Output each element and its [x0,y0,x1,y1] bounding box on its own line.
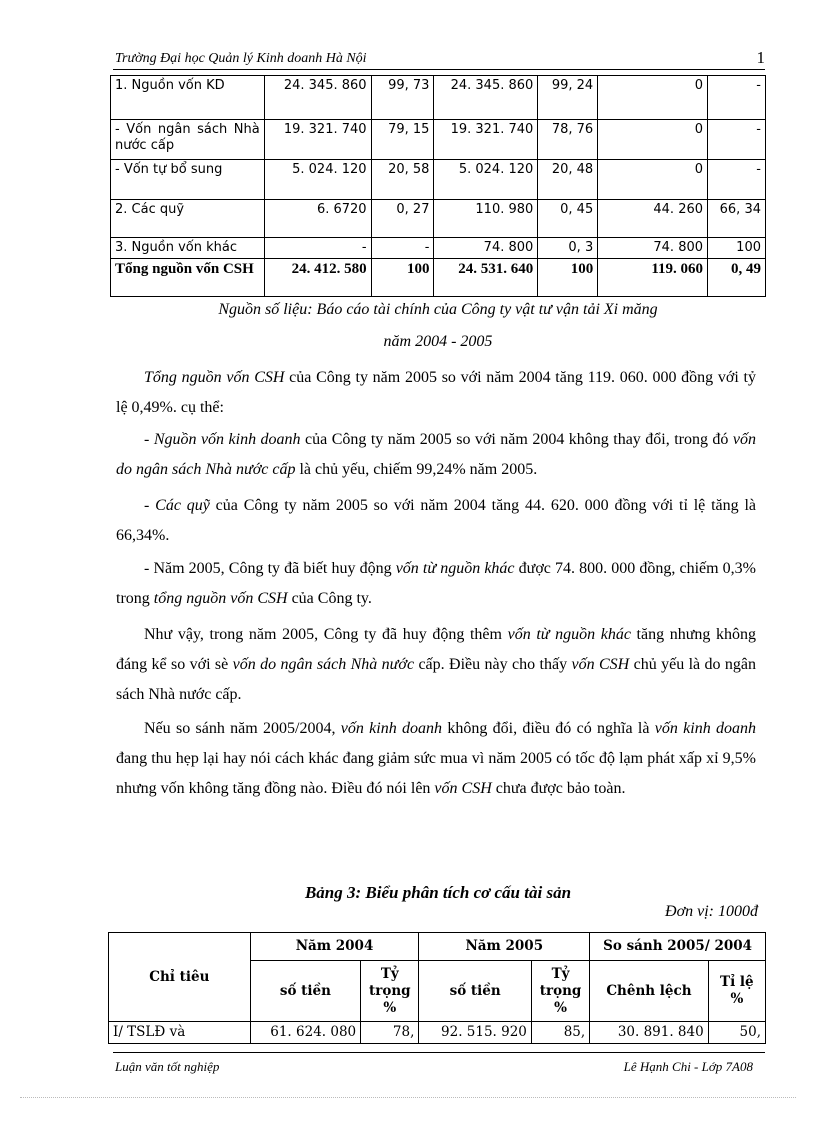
cell: - [708,76,766,120]
footer-right: Lê Hạnh Chi - Lớp 7A08 [623,1059,753,1074]
cell: - [708,120,766,160]
table-row [111,120,766,160]
header-tytrong-2005: Tỷ trọng % [531,961,589,1022]
cell: 0, 27 [371,200,434,238]
cell: 5. 024. 120 [434,160,538,200]
cell: 100 [708,238,766,259]
cell: 85, [531,1022,589,1044]
row-label: - Vốn tự bổ sung [111,160,265,200]
cell: 20, 58 [371,160,434,200]
row-label: 2. Các quỹ [111,200,265,238]
cell: 74. 800 [434,238,538,259]
header-2005: Năm 2005 [419,933,590,961]
cell: 110. 980 [434,200,538,238]
cell: 30. 891. 840 [590,1022,709,1044]
cell: 100 [538,259,598,297]
source-note-years: năm 2004 - 2005 [383,333,493,350]
cell: 92. 515. 920 [419,1022,532,1044]
header-tile: Tỉ lệ % [708,961,765,1022]
header-tytrong-2004: Tỷ trọng % [361,961,419,1022]
cell: 0 [598,120,708,160]
paragraph: - Năm 2005, Công ty đã biết huy động vốn từ nguồn khác được 74. 800. 000 đồng, chiếm 0,3% trong tổng nguồn vốn CSH của Công ty. [116,560,757,607]
header-chenhlech: Chênh lệch [590,961,709,1022]
cell: - [371,238,434,259]
cell: 50, [708,1022,765,1044]
page-header [113,48,765,70]
cell: 20, 48 [538,160,598,200]
page-footer [113,1052,765,1074]
cell: 119. 060 [598,259,708,297]
cell: 99, 73 [371,76,434,120]
cell: 6. 6720 [264,200,371,238]
cell: 79, 15 [371,120,434,160]
table-row [111,76,766,120]
table-caption: Bảng 3: Biểu phân tích cơ cấu tài sản [304,883,572,902]
header-2004: Năm 2004 [250,933,419,961]
footer-left: Luận văn tốt nghiệp [115,1059,220,1074]
cell: 19. 321. 740 [434,120,538,160]
page-bottom-divider [20,1097,796,1098]
paragraph: - Nguồn vốn kinh doanh của Công ty năm 2005 so với năm 2004 không thay đổi, trong đó vốn do ngân sách Nhà nước cấp là chủ yếu, chiếm 99,24% năm 2005. [116,431,757,478]
header-chitieu: Chỉ tiêu [109,933,251,1022]
cell: - [708,160,766,200]
cell: 24. 412. 580 [264,259,371,297]
paragraph: Nếu so sánh năm 2005/2004, vốn kinh doanh không đổi, điều đó có nghĩa là vốn kinh doanh đang thu hẹp lại hay nói cách khác đang giảm sức mua vì năm 2005 có tốc độ lạm phát xấp xỉ 9,5% nhưng vốn không tăng đồng nào. Điều đó nói lên vốn CSH chưa được bảo toàn. [116,720,757,797]
table-row [111,160,766,200]
row-label: 3. Nguồn vốn khác [111,238,265,259]
header-sotien-2004: số tiền [250,961,361,1022]
cell: 24. 345. 860 [434,76,538,120]
cell: - [264,238,371,259]
cell: 0 [598,76,708,120]
cell: 24. 345. 860 [264,76,371,120]
row-label: - Vốn ngân sách Nhà nước cấp [111,120,265,160]
cell: 78, [361,1022,419,1044]
cell: 100 [371,259,434,297]
cell: 99, 24 [538,76,598,120]
cell: 61. 624. 080 [250,1022,361,1044]
table-row [111,200,766,238]
cell: 5. 024. 120 [264,160,371,200]
paragraph: Như vậy, trong năm 2005, Công ty đã huy động thêm vốn từ nguồn khác tăng nhưng không đáng kể so với sè vốn do ngân sách Nhà nước cấp. Điều này cho thấy vốn CSH chủ yếu là do ngân sách Nhà nước cấp. [116,626,757,703]
asset-structure-table [108,932,766,1044]
capital-sources-table [110,75,766,297]
header-rule [113,69,765,70]
table-header-row [109,933,766,961]
cell: 0, 49 [708,259,766,297]
footer-rule [113,1052,765,1053]
row-label: 1. Nguồn vốn KD [111,76,265,120]
source-note: Nguồn số liệu: Báo cáo tài chính của Công ty vật tư vận tải Xi măng [218,301,658,318]
row-label: Tổng nguồn vốn CSH [111,259,265,297]
school-name: Trường Đại học Quản lý Kinh doanh Hà Nội [115,51,367,66]
table-unit: Đơn vị: 1000đ [665,903,758,920]
cell: 74. 800 [598,238,708,259]
paragraph: - Các quỹ của Công ty năm 2005 so với năm 2004 tăng 44. 620. 000 đồng với tỉ lệ tăng là 66,34%. [116,497,757,544]
cell: 44. 260 [598,200,708,238]
paragraph: Tổng nguồn vốn CSH của Công ty năm 2005 so với năm 2004 tăng 119. 060. 000 đồng với tỷ lệ 0,49%. cụ thể: [116,369,756,416]
row-label: I/ TSLĐ và [109,1022,251,1044]
table-row-total [111,259,766,297]
cell: 78, 76 [538,120,598,160]
cell: 0, 45 [538,200,598,238]
page-number: 1 [756,48,765,67]
cell: 0 [598,160,708,200]
header-sotien-2005: số tiền [419,961,532,1022]
table-row [111,238,766,259]
table-row [109,1022,766,1044]
cell: 66, 34 [708,200,766,238]
cell: 19. 321. 740 [264,120,371,160]
cell: 0, 3 [538,238,598,259]
cell: 24. 531. 640 [434,259,538,297]
header-compare: So sánh 2005/ 2004 [590,933,766,961]
